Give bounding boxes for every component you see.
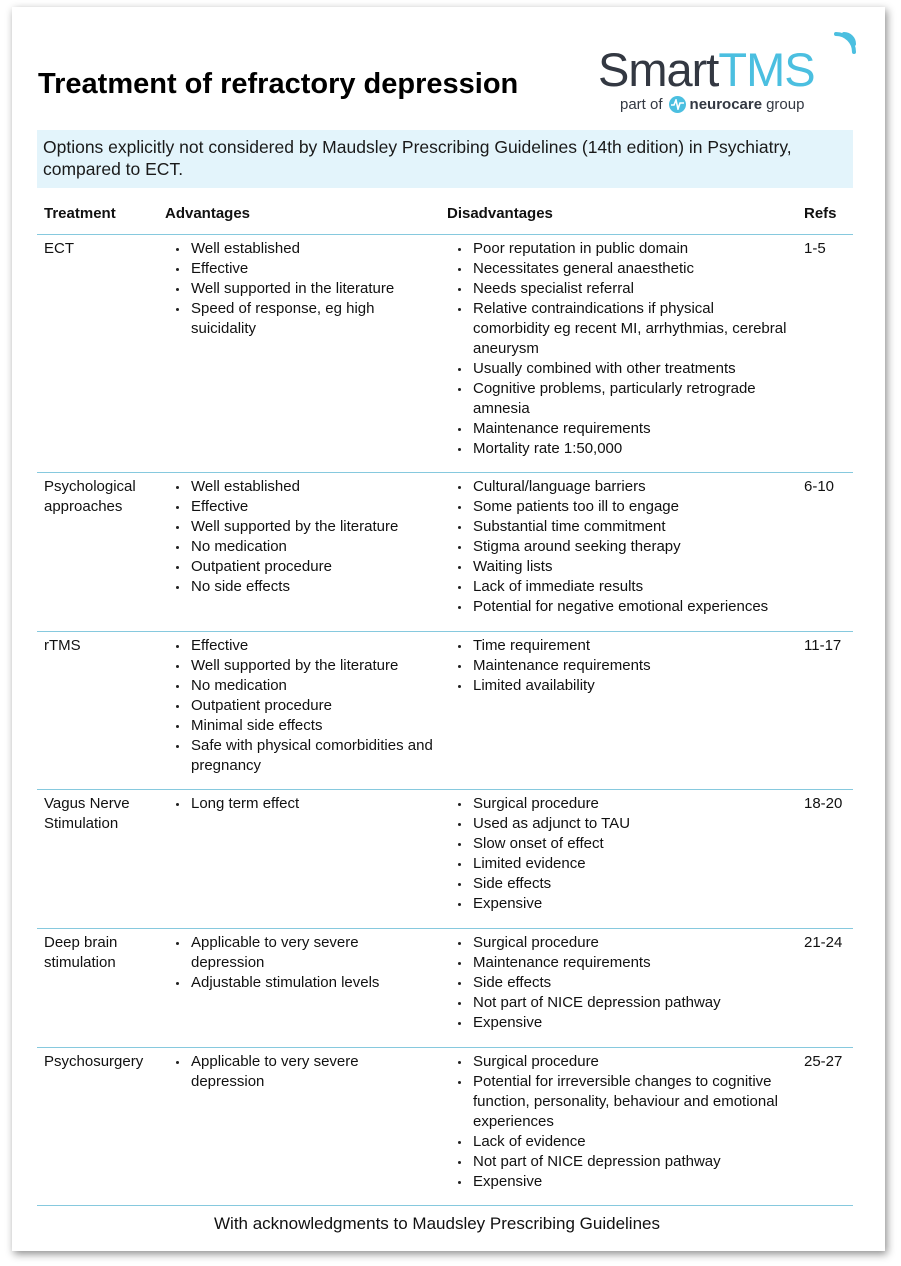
disadvantage-item: Lack of immediate results	[447, 577, 792, 597]
logo-smart-text: Smart	[598, 43, 719, 96]
disadvantages-cell	[447, 794, 792, 914]
disadvantage-item: Limited availability	[447, 676, 792, 696]
disadvantage-item: Substantial time commitment	[447, 517, 792, 537]
disadvantage-item: Slow onset of effect	[447, 834, 792, 854]
neurocare-pulse-icon	[669, 96, 686, 113]
advantage-item: Long term effect	[165, 794, 435, 814]
header-treatment: Treatment	[44, 205, 116, 222]
advantage-item: Applicable to very severe depression	[165, 1052, 435, 1092]
refs-cell: 18-20	[804, 795, 843, 812]
logo-tms-text: TMS	[718, 43, 815, 96]
treatment-name: rTMS	[44, 637, 81, 654]
treatment-name: Deep brain stimulation	[44, 934, 118, 971]
disadvantage-item: Maintenance requirements	[447, 419, 792, 439]
disadvantage-item: Not part of NICE depression pathway	[447, 1152, 792, 1172]
advantage-item: Applicable to very severe depression	[165, 933, 435, 973]
advantage-item: Effective	[165, 497, 435, 517]
advantage-item: Well supported in the literature	[165, 279, 435, 299]
advantages-list	[165, 636, 435, 776]
advantages-list	[165, 477, 435, 597]
advantage-item: Speed of response, eg high suicidality	[165, 299, 435, 339]
advantages-cell	[165, 1052, 435, 1092]
disadvantage-item: Limited evidence	[447, 854, 792, 874]
disadvantage-item: Side effects	[447, 973, 792, 993]
logo-subtitle	[620, 96, 804, 113]
advantage-item: No side effects	[165, 577, 435, 597]
advantages-cell	[165, 933, 435, 993]
disadvantage-item: Potential for negative emotional experiences	[447, 597, 792, 617]
advantage-item: No medication	[165, 676, 435, 696]
advantage-item: Well established	[165, 477, 435, 497]
disadvantages-list	[447, 477, 792, 617]
signal-waves-icon	[824, 30, 858, 64]
disadvantage-item: Some patients too ill to engage	[447, 497, 792, 517]
header-refs: Refs	[804, 205, 837, 222]
disadvantage-item: Relative contraindications if physical comorbidity eg recent MI, arrhythmias, cerebral aneurysm	[447, 299, 792, 359]
acknowledgment-footer: With acknowledgments to Maudsley Prescribing Guidelines	[214, 1214, 660, 1233]
advantages-list	[165, 794, 435, 814]
disadvantages-list	[447, 794, 792, 914]
advantage-item: Minimal side effects	[165, 716, 435, 736]
disadvantage-item: Usually combined with other treatments	[447, 359, 792, 379]
advantages-list	[165, 1052, 435, 1092]
disadvantage-item: Expensive	[447, 1172, 792, 1192]
table-row	[37, 235, 853, 473]
table-row	[37, 1048, 853, 1206]
advantages-cell	[165, 477, 435, 597]
table-row	[37, 790, 853, 929]
advantages-cell	[165, 636, 435, 776]
advantages-cell	[165, 239, 435, 339]
disadvantage-item: Cognitive problems, particularly retrograde amnesia	[447, 379, 792, 419]
logo-neurocare: neurocare	[689, 96, 763, 113]
disadvantages-list	[447, 933, 792, 1033]
logo-wordmark	[598, 43, 815, 96]
treatment-name: Psychological approaches	[44, 478, 136, 515]
disadvantages-cell	[447, 1052, 792, 1192]
disadvantages-cell	[447, 239, 792, 459]
header-disadvantages: Disadvantages	[447, 205, 553, 222]
disadvantage-item: Side effects	[447, 874, 792, 894]
table-row	[37, 473, 853, 632]
disadvantage-item: Surgical procedure	[447, 933, 792, 953]
disadvantages-list	[447, 636, 792, 696]
disadvantage-item: Maintenance requirements	[447, 656, 792, 676]
disadvantage-item: Needs specialist referral	[447, 279, 792, 299]
refs-cell: 21-24	[804, 934, 843, 951]
refs-cell: 11-17	[804, 637, 842, 654]
refs-cell: 1-5	[804, 240, 826, 257]
table-row	[37, 929, 853, 1048]
treatment-name: ECT	[44, 240, 74, 257]
header-advantages: Advantages	[165, 205, 251, 222]
disadvantage-item: Surgical procedure	[447, 794, 792, 814]
table-row	[37, 632, 853, 790]
disadvantage-item: Not part of NICE depression pathway	[447, 993, 792, 1013]
advantage-item: Outpatient procedure	[165, 696, 435, 716]
advantage-item: Well supported by the literature	[165, 517, 435, 537]
disadvantage-item: Time requirement	[447, 636, 792, 656]
advantage-item: Well established	[165, 239, 435, 259]
advantage-item: Effective	[165, 259, 435, 279]
disadvantages-list	[447, 1052, 792, 1192]
advantages-list	[165, 933, 435, 993]
advantages-cell	[165, 794, 435, 814]
advantage-item: Safe with physical comorbidities and pregnancy	[165, 736, 435, 776]
disadvantages-cell	[447, 933, 792, 1033]
page-title: Treatment of refractory depression	[38, 68, 519, 100]
advantage-item: Well supported by the literature	[165, 656, 435, 676]
treatment-name: Psychosurgery	[44, 1053, 144, 1070]
disadvantage-item: Expensive	[447, 894, 792, 914]
advantage-item: Outpatient procedure	[165, 557, 435, 577]
disadvantage-item: Cultural/language barriers	[447, 477, 792, 497]
treatment-name: Vagus Nerve Stimulation	[44, 795, 130, 832]
advantage-item: Effective	[165, 636, 435, 656]
disadvantage-item: Maintenance requirements	[447, 953, 792, 973]
refs-cell: 6-10	[804, 478, 835, 495]
advantages-list	[165, 239, 435, 339]
advantage-item: Adjustable stimulation levels	[165, 973, 435, 993]
refs-cell: 25-27	[804, 1053, 843, 1070]
smarttms-logo	[598, 30, 860, 120]
disadvantage-item: Lack of evidence	[447, 1132, 792, 1152]
disadvantage-item: Poor reputation in public domain	[447, 239, 792, 259]
disadvantage-item: Surgical procedure	[447, 1052, 792, 1072]
disadvantage-item: Potential for irreversible changes to cognitive function, personality, behaviour and emotional experiences	[447, 1072, 792, 1132]
disadvantages-list	[447, 239, 792, 459]
disadvantage-item: Necessitates general anaesthetic	[447, 259, 792, 279]
logo-group: group	[766, 96, 805, 113]
disadvantage-item: Mortality rate 1:50,000	[447, 439, 792, 459]
advantage-item: No medication	[165, 537, 435, 557]
disadvantages-cell	[447, 477, 792, 617]
disadvantage-item: Used as adjunct to TAU	[447, 814, 792, 834]
intro-banner: Options explicitly not considered by Maudsley Prescribing Guidelines (14th edition) in Psychiatry, compared to ECT.	[37, 130, 853, 188]
disadvantages-cell	[447, 636, 792, 696]
logo-part-of: part of	[620, 96, 663, 113]
disadvantage-item: Waiting lists	[447, 557, 792, 577]
disadvantage-item: Expensive	[447, 1013, 792, 1033]
disadvantage-item: Stigma around seeking therapy	[447, 537, 792, 557]
